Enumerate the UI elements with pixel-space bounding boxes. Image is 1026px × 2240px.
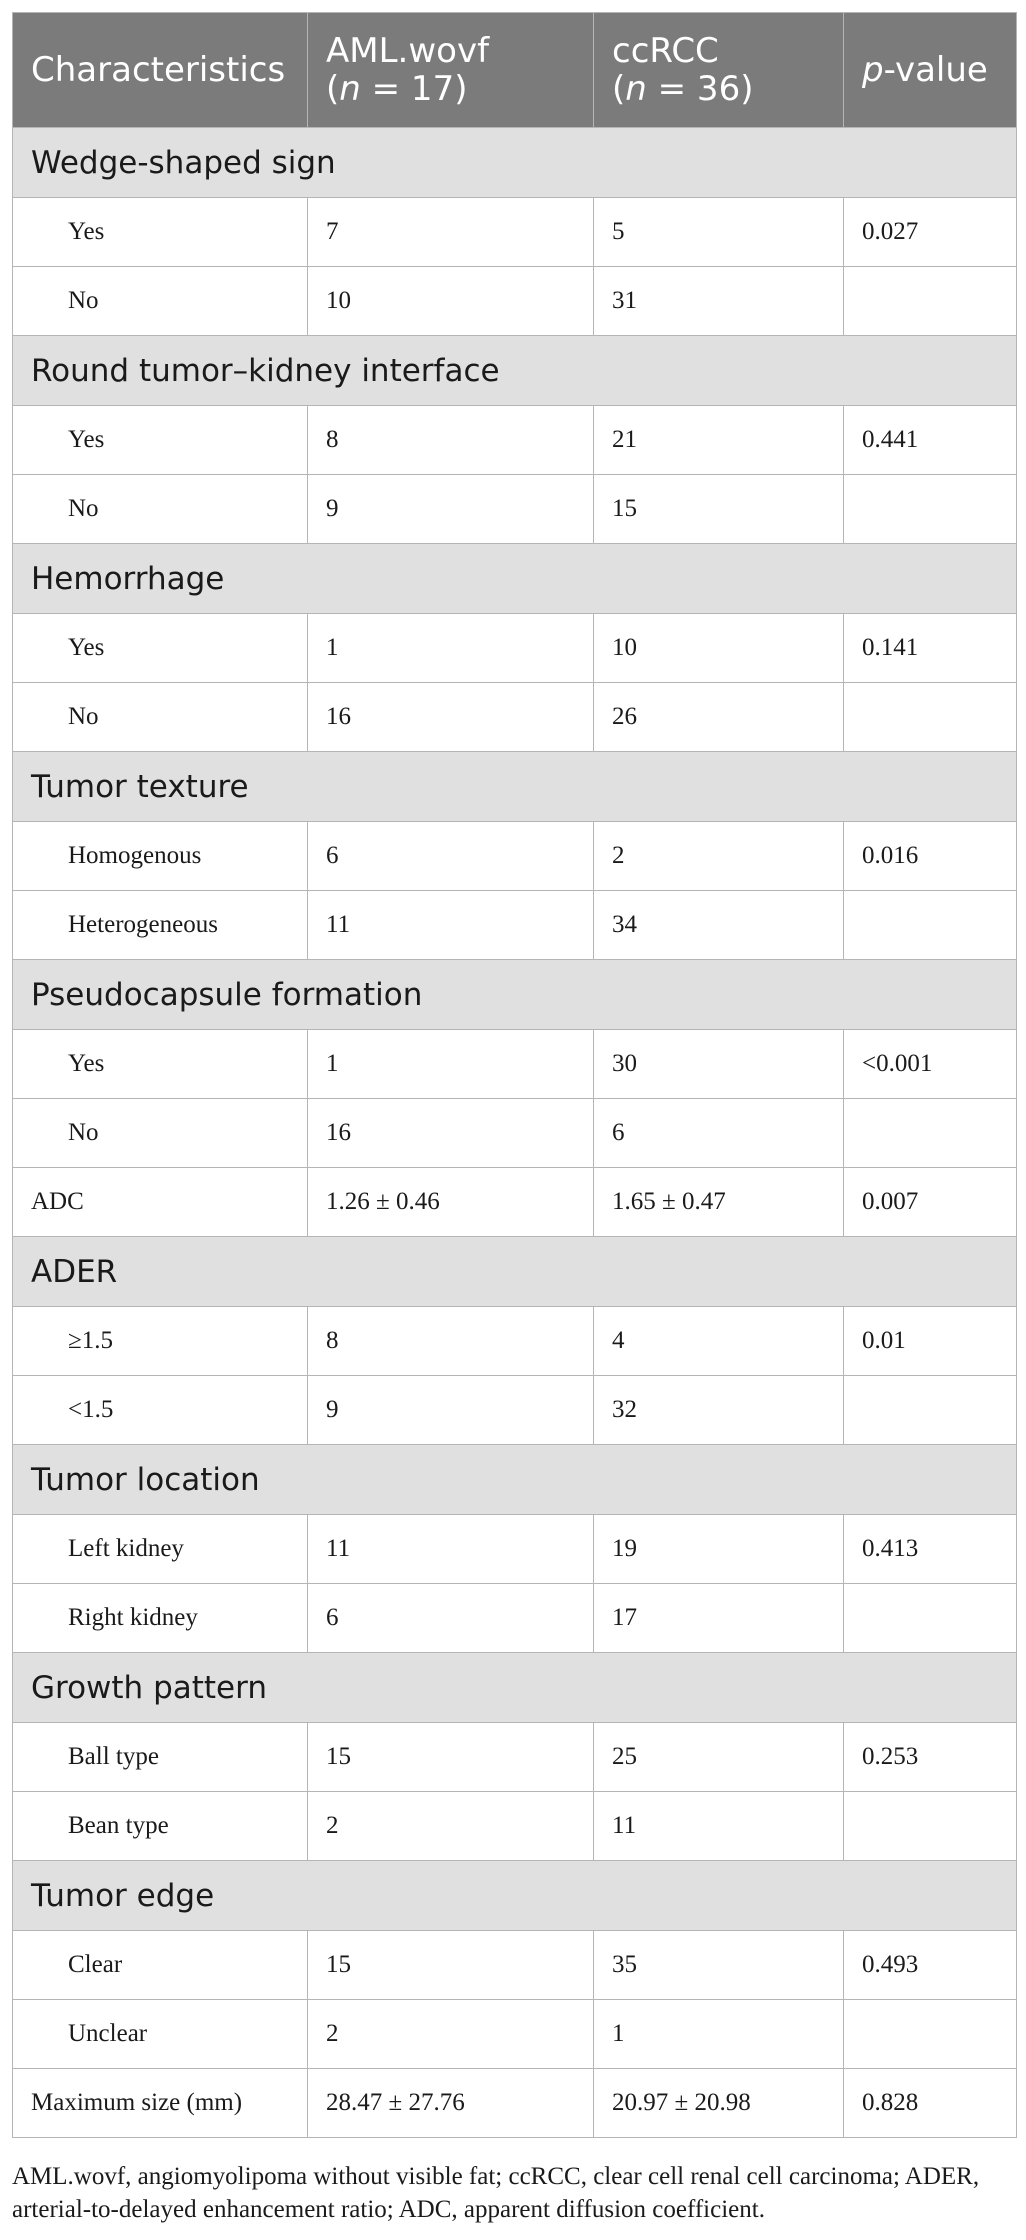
p-value-cell: 0.007 [844, 1168, 1017, 1237]
ccrcc-value-cell: 17 [594, 1584, 844, 1653]
aml-value-cell: 1 [308, 614, 594, 683]
aml-value-cell: 15 [308, 1723, 594, 1792]
row-label-cell: ≥1.5 [13, 1307, 308, 1376]
ccrcc-value-cell: 26 [594, 683, 844, 752]
p-value-cell: 0.413 [844, 1515, 1017, 1584]
p-value-cell: <0.001 [844, 1030, 1017, 1099]
section-label: Tumor texture [13, 752, 1017, 822]
p-value-cell: 0.493 [844, 1931, 1017, 2000]
table-row [13, 267, 1017, 336]
ccrcc-value-cell: 5 [594, 198, 844, 267]
section-label: Wedge-shaped sign [13, 128, 1017, 198]
table-row [13, 1030, 1017, 1099]
p-value-cell: 0.027 [844, 198, 1017, 267]
section-row [13, 128, 1017, 198]
ccrcc-value-cell: 6 [594, 1099, 844, 1168]
aml-value-cell: 16 [308, 1099, 594, 1168]
row-label-cell: Ball type [13, 1723, 308, 1792]
ccrcc-value-cell: 31 [594, 267, 844, 336]
table-row [13, 891, 1017, 960]
aml-value-cell: 10 [308, 267, 594, 336]
aml-value-cell: 9 [308, 1376, 594, 1445]
row-label-cell: Yes [13, 1030, 308, 1099]
row-label-cell: Yes [13, 406, 308, 475]
section-label: Growth pattern [13, 1653, 1017, 1723]
header-ccrcc-title: ccRCC [612, 31, 719, 71]
table-row [13, 683, 1017, 752]
aml-value-cell: 9 [308, 475, 594, 544]
ccrcc-value-cell: 32 [594, 1376, 844, 1445]
section-label: ADER [13, 1237, 1017, 1307]
header-ccrcc [594, 13, 844, 128]
table-row [13, 1099, 1017, 1168]
ccrcc-value-cell: 4 [594, 1307, 844, 1376]
ccrcc-value-cell: 11 [594, 1792, 844, 1861]
table-row [13, 1307, 1017, 1376]
section-row [13, 1653, 1017, 1723]
ccrcc-value-cell: 1 [594, 2000, 844, 2069]
aml-value-cell: 1.26 ± 0.46 [308, 1168, 594, 1237]
row-label-cell: Right kidney [13, 1584, 308, 1653]
aml-value-cell: 8 [308, 406, 594, 475]
header-aml-title: AML.wovf [326, 31, 490, 71]
row-label-cell: <1.5 [13, 1376, 308, 1445]
ccrcc-value-cell: 19 [594, 1515, 844, 1584]
p-value-cell: 0.828 [844, 2069, 1017, 2138]
ccrcc-value-cell: 2 [594, 822, 844, 891]
row-label-cell: Yes [13, 198, 308, 267]
section-row [13, 1445, 1017, 1515]
section-label: Tumor edge [13, 1861, 1017, 1931]
section-label: Round tumor–kidney interface [13, 336, 1017, 406]
section-row [13, 1237, 1017, 1307]
aml-value-cell: 11 [308, 1515, 594, 1584]
section-row [13, 1861, 1017, 1931]
aml-value-cell: 16 [308, 683, 594, 752]
section-row [13, 960, 1017, 1030]
ccrcc-value-cell: 34 [594, 891, 844, 960]
p-value-cell [844, 1792, 1017, 1861]
row-label-cell: Unclear [13, 2000, 308, 2069]
header-row [13, 13, 1017, 128]
data-table [12, 12, 1017, 2138]
section-label: Pseudocapsule formation [13, 960, 1017, 1030]
aml-value-cell: 2 [308, 1792, 594, 1861]
section-row [13, 752, 1017, 822]
aml-value-cell: 6 [308, 822, 594, 891]
p-value-cell [844, 891, 1017, 960]
row-label-cell: No [13, 683, 308, 752]
header-characteristics: Characteristics [13, 13, 308, 128]
section-row [13, 336, 1017, 406]
ccrcc-value-cell: 1.65 ± 0.47 [594, 1168, 844, 1237]
table-row [13, 1931, 1017, 2000]
aml-value-cell: 15 [308, 1931, 594, 2000]
ccrcc-value-cell: 25 [594, 1723, 844, 1792]
table-row [13, 1376, 1017, 1445]
p-value-cell [844, 2000, 1017, 2069]
table-row [13, 1792, 1017, 1861]
header-ccrcc-n: (n = 36) [612, 69, 754, 109]
aml-value-cell: 1 [308, 1030, 594, 1099]
header-aml-wovf [308, 13, 594, 128]
row-label-cell: No [13, 475, 308, 544]
table-row [13, 1168, 1017, 1237]
table-row [13, 2000, 1017, 2069]
ccrcc-value-cell: 30 [594, 1030, 844, 1099]
row-label-cell: ADC [13, 1168, 308, 1237]
p-value-cell: 0.253 [844, 1723, 1017, 1792]
header-p-value: p-value [844, 13, 1017, 128]
table-row [13, 475, 1017, 544]
section-label: Tumor location [13, 1445, 1017, 1515]
p-value-cell: 0.441 [844, 406, 1017, 475]
table-row [13, 1584, 1017, 1653]
aml-value-cell: 6 [308, 1584, 594, 1653]
p-value-cell [844, 683, 1017, 752]
ccrcc-value-cell: 15 [594, 475, 844, 544]
table-body [13, 128, 1017, 2138]
aml-value-cell: 28.47 ± 27.76 [308, 2069, 594, 2138]
row-label-cell: No [13, 267, 308, 336]
aml-value-cell: 8 [308, 1307, 594, 1376]
aml-value-cell: 11 [308, 891, 594, 960]
ccrcc-value-cell: 10 [594, 614, 844, 683]
p-value-cell: 0.01 [844, 1307, 1017, 1376]
table-row [13, 406, 1017, 475]
ccrcc-value-cell: 20.97 ± 20.98 [594, 2069, 844, 2138]
p-value-cell [844, 267, 1017, 336]
p-value-cell [844, 1376, 1017, 1445]
aml-value-cell: 7 [308, 198, 594, 267]
table-row [13, 614, 1017, 683]
row-label-cell: Heterogeneous [13, 891, 308, 960]
table-row [13, 198, 1017, 267]
row-label-cell: No [13, 1099, 308, 1168]
aml-value-cell: 2 [308, 2000, 594, 2069]
ccrcc-value-cell: 21 [594, 406, 844, 475]
row-label-cell: Yes [13, 614, 308, 683]
section-row [13, 544, 1017, 614]
table-row [13, 2069, 1017, 2138]
header-aml-n: (n = 17) [326, 69, 468, 109]
p-value-cell [844, 1099, 1017, 1168]
row-label-cell: Clear [13, 1931, 308, 2000]
row-label-cell: Homogenous [13, 822, 308, 891]
p-value-cell [844, 475, 1017, 544]
ccrcc-value-cell: 35 [594, 1931, 844, 2000]
table-row [13, 1723, 1017, 1792]
p-value-cell: 0.016 [844, 822, 1017, 891]
row-label-cell: Maximum size (mm) [13, 2069, 308, 2138]
table-footnote: AML.wovf, angiomyolipoma without visible fat; ccRCC, clear cell renal cell carcinoma; ADER, arterial-to-delayed enhancement ratio; ADC, apparent diffusion coefficient. [12, 2163, 980, 2223]
section-label: Hemorrhage [13, 544, 1017, 614]
p-value-cell [844, 1584, 1017, 1653]
p-value-cell: 0.141 [844, 614, 1017, 683]
row-label-cell: Left kidney [13, 1515, 308, 1584]
row-label-cell: Bean type [13, 1792, 308, 1861]
table-row [13, 822, 1017, 891]
table-row [13, 1515, 1017, 1584]
